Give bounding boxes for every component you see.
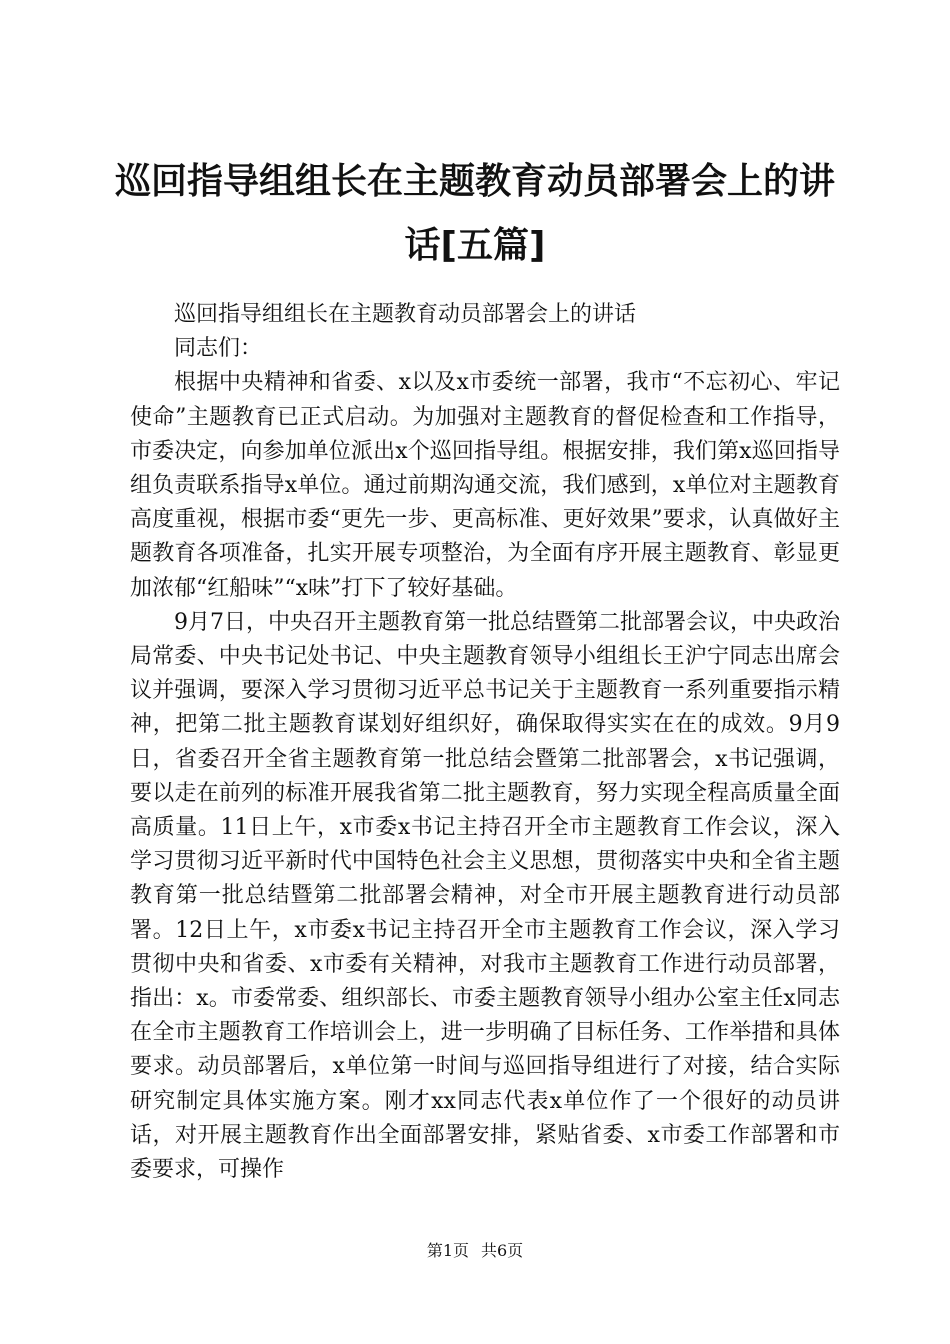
salutation-paragraph: 同志们：	[174, 336, 263, 362]
page-total: 共6页	[481, 1241, 524, 1260]
document-title-line2: 话[五篇]	[404, 225, 546, 266]
document-body	[130, 298, 840, 1187]
subtitle-paragraph: 巡回指导组组长在主题教育动员部署会上的讲话	[174, 302, 637, 327]
body-paragraph: 根据中央精神和省委、x以及x市委统一部署，我市“不忘初心、牢记使命”主题教育已正式启动。为加强对主题教育的督促检查和工作指导，市委决定，向参加单位派出x个巡回指导组。根据安排，我们第x巡回指导组负责联系指导x单位。通过前期沟通交流，我们感到，x单位对主题教育高度重视，根据市委“更先一步、更高标准、更好效果”要求，认真做好主题教育各项准备，扎实开展专项整治，为全面有序开展主题教育、彰显更加浓郁“红船味”“x味”打下了较好基础。	[130, 370, 840, 601]
page-number: 第1页	[426, 1241, 469, 1260]
body-paragraph: 9月7日，中央召开主题教育第一批总结暨第二批部署会议，中央政治局常委、中央书记处书记、中央主题教育领导小组组长王沪宁同志出席会议并强调，要深入学习贯彻习近平总书记关于主题教育一系列重要指示精神，把第二批主题教育谋划好组织好，确保取得实实在在的成效。9月9日，省委召开全省主题教育第一批总结会暨第二批部署会，x书记强调，要以走在前列的标准开展我省第二批主题教育，努力实现全程高质量全面高质量。11日上午，x市委x书记主持召开全市主题教育工作会议，深入学习贯彻习近平新时代中国特色社会主义思想，贯彻落实中央和全省主题教育第一批总结暨第二批部署会精神，对全市开展主题教育进行动员部署。12日上午，x市委x书记主持召开全市主题教育工作会议，深入学习贯彻中央和省委、x市委有关精神，对我市主题教育工作进行动员部署，指出：x。市委常委、组织部长、市委主题教育领导小组办公室主任x同志在全市主题教育工作培训会上，进一步明确了目标任务、工作举措和具体要求。动员部署后，x单位第一时间与巡回指导组进行了对接，结合实际研究制定具体实施方案。刚才xx同志代表x单位作了一个很好的动员讲话，对开展主题教育作出全面部署安排，紧贴省委、x市委工作部署和市委要求，可操作	[130, 609, 840, 1183]
page-footer	[0, 1239, 950, 1263]
document-title-line1: 巡回指导组组长在主题教育动员部署会上的讲	[114, 161, 835, 202]
